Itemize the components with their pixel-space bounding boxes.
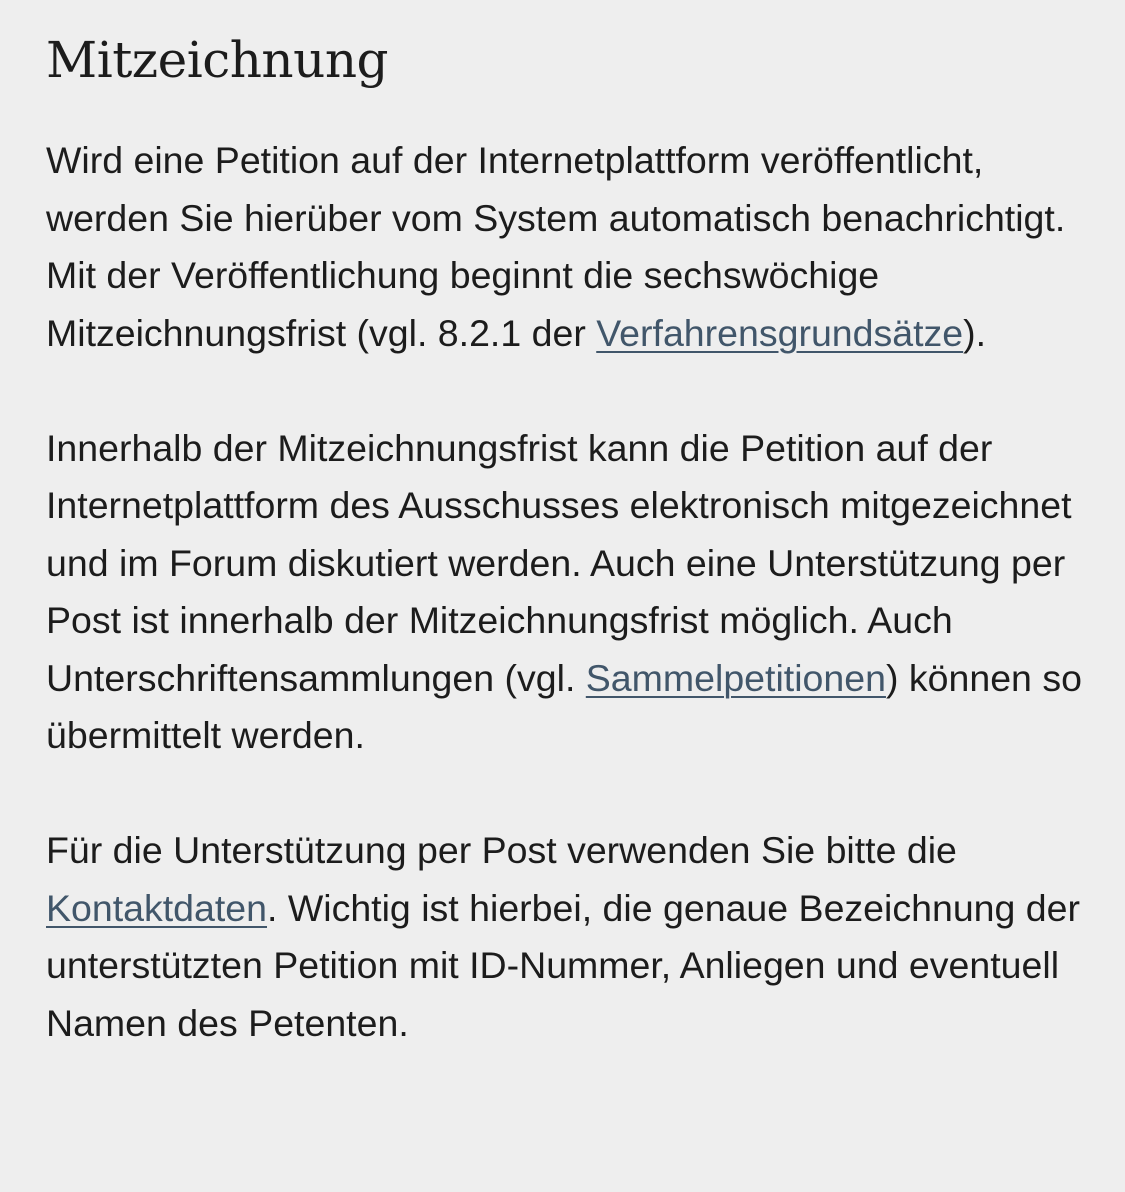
paragraph-postal-support bbox=[46, 822, 1106, 1052]
paragraph-text: Wird eine Petition auf der Internetplattform veröffentlicht, werden Sie hierüber vom System automatisch benachrichtigt. Mit der Veröffentlichung beginnt die sechswöchige Mitzeichnungsfrist (vgl. 8.2.1 der bbox=[46, 139, 1066, 354]
link-verfahrensgrundsaetze[interactable]: Verfahrensgrundsätze bbox=[596, 311, 964, 354]
paragraph-text: Innerhalb der Mitzeichnungsfrist kann die Petition auf der Internetplattform des Ausschusses elektronisch mitgezeichnet und im Forum diskutiert werden. Auch eine Unterstützung per Post ist innerhalb der Mitzeichnungsfrist möglich. Auch Unterschriftensammlungen (vgl. bbox=[46, 426, 1072, 699]
paragraph-publication bbox=[46, 132, 1106, 362]
link-sammelpetitionen[interactable]: Sammelpetitionen bbox=[585, 656, 886, 699]
link-kontaktdaten[interactable]: Kontaktdaten bbox=[46, 886, 268, 929]
paragraph-text: ). bbox=[963, 311, 987, 354]
paragraph-text: ) können so übermittelt werden. bbox=[46, 656, 1082, 756]
section-title: Mitzeichnung bbox=[46, 31, 389, 89]
paragraph-text: . Wichtig ist hierbei, die genaue Bezeichnung der unterstützten Petition mit ID-Nummer, Anliegen und eventuell Namen des Petenten. bbox=[46, 886, 1081, 1044]
paragraph-cosigning-period bbox=[46, 420, 1106, 765]
paragraph-text: Für die Unterstützung per Post verwenden Sie bitte die bbox=[46, 829, 957, 871]
main-content bbox=[46, 28, 1106, 1052]
